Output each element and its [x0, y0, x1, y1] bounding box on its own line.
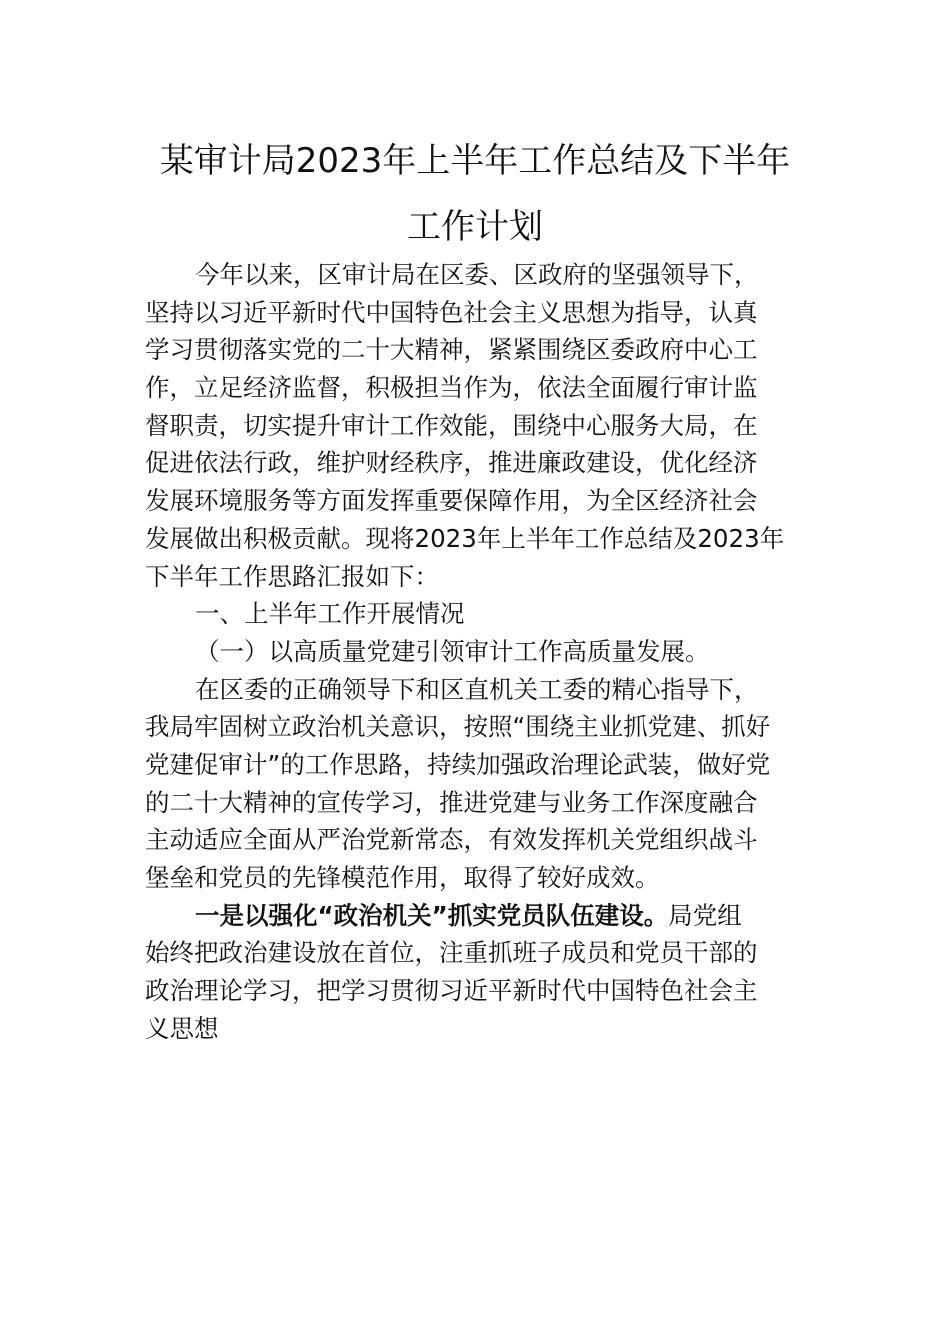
paragraph-line: 坚持以习近平新时代中国特色社会主义思想为指导，认真: [145, 297, 758, 327]
paragraph-line: 义思想: [145, 1013, 219, 1043]
paragraph-line: 党建促审计”的工作思路，持续加强政治理论武装，做好党: [145, 749, 771, 779]
paragraph-line: 发展环境服务等方面发挥重要保障作用，为全区经济社会: [145, 486, 758, 516]
paragraph-line: 发展做出积极贡献。现将2023年上半年工作总结及2023年: [145, 523, 785, 553]
paragraph-line: 督职责，切实提升审计工作效能，围绕中心服务大局，在: [145, 410, 758, 440]
paragraph-line: 作，立足经济监督，积极担当作为，依法全面履行审计监: [145, 373, 758, 403]
paragraph-line: 政治理论学习，把学习贯彻习近平新时代中国特色社会主: [145, 976, 758, 1006]
paragraph-line: 学习贯彻落实党的二十大精神，紧紧围绕区委政府中心工: [145, 335, 758, 365]
paragraph-line: 主动适应全面从严治党新常态，有效发挥机关党组织战斗: [145, 825, 758, 855]
paragraph-text: 局党组: [668, 900, 742, 930]
paragraph-line: [145, 897, 811, 935]
section-heading: 一、上半年工作开展情况: [195, 599, 465, 629]
paragraph-line: 下半年工作思路汇报如下：: [145, 561, 439, 591]
paragraph-line: 的二十大精神的宣传学习，推进党建与业务工作深度融合: [145, 787, 758, 817]
paragraph-line: 促进依法行政，维护财经秩序，推进廉政建设，优化经济: [145, 448, 758, 478]
paragraph-line: 堡垒和党员的先锋模范作用，取得了较好成效。: [145, 863, 660, 892]
bold-lead-text: 一是以强化“政治机关”抓实党员队伍建设。: [195, 900, 669, 930]
paragraph-line: 今年以来，区审计局在区委、区政府的坚强领导下，: [195, 260, 759, 289]
paragraph-line: 我局牢固树立政治机关意识，按照“围绕主业抓党建、抓好: [145, 712, 771, 742]
document-title: [120, 128, 830, 260]
paragraph-line: 在区委的正确领导下和区直机关工委的精心指导下，: [195, 674, 759, 704]
document-body: [145, 256, 811, 1047]
title-line: 工作计划: [407, 207, 543, 247]
paragraph-line: 始终把政治建设放在首位，注重抓班子成员和党员干部的: [145, 938, 758, 968]
title-line: 某审计局2023年上半年工作总结及下半年: [159, 141, 791, 181]
subsection-heading: （一）以高质量党建引领审计工作高质量发展。: [195, 636, 710, 666]
